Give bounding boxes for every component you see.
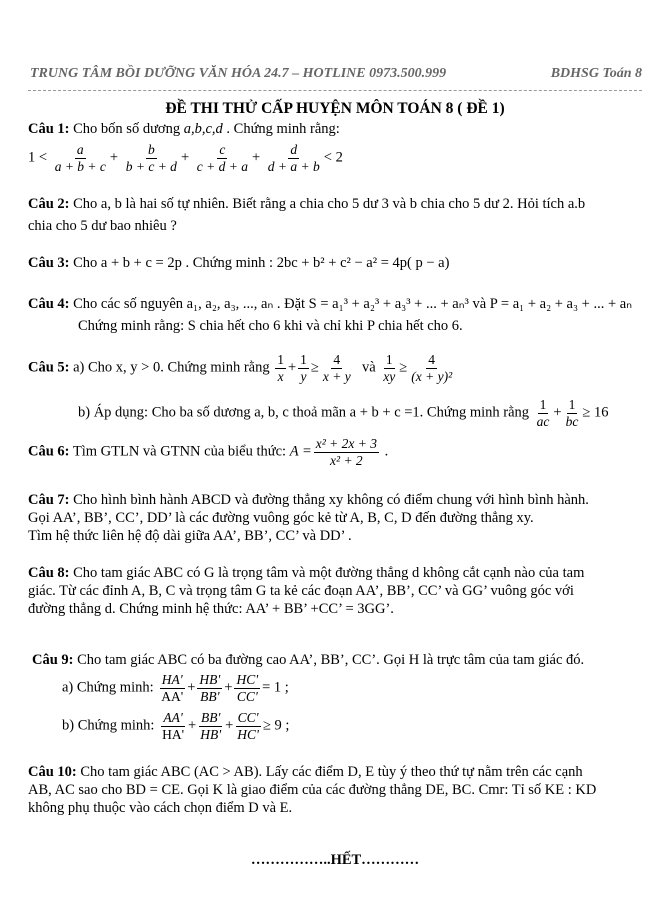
q7: Câu 7: Cho hình bình hành ABCD và đường thẳng xy không có điểm chung với hình bình hành. <box>28 492 589 508</box>
header-right: BDHSG Toán 8 <box>550 66 642 81</box>
q8: Câu 8: Cho tam giác ABC có G là trọng tâm và một đường thẳng d không cắt cạnh nào của tam <box>28 565 585 581</box>
q1: Câu 1: Cho bốn số dương a,b,c,d . Chứng minh rằng: <box>28 121 340 137</box>
q9b: b) Chứng minh: $\frac{AA'}{HA'}$ + $\frac{BB'}{HB'}$ + $\frac{CC'}{HC'}$ ≥ 9 ; <box>62 710 290 742</box>
q9a: a) Chứng minh: $\frac{HA'}{AA'}$ + $\frac{HB'}{BB'}$ + $\frac{HC'}{CC'}$ = 1 ; <box>62 672 289 704</box>
q7-line2: Gọi AA’, BB’, CC’, DD’ là các đường vuông góc kẻ từ A, B, C, D đến đường thẳng xy. <box>28 510 534 526</box>
q5a: Câu 5: a) Cho x, y > 0. Chứng minh rằng $\frac{1}{x}$ + $\frac{1}{y}$ ≥ $\frac{4}{x + y}$ và $\frac{1}{xy}$ ≥ $\frac{4}{\text{(x + y)²}}$ <box>28 352 453 384</box>
q9: Câu 9: Cho tam giác ABC có ba đường cao AA’, BB’, CC’. Gọi H là trực tâm của tam giác đó. <box>32 652 585 668</box>
q3: Câu 3: Cho a + b + c = 2p . Chứng minh : 2bc + b² + c² − a² = 4p( p − a) <box>28 255 450 271</box>
q2-line2: chia cho 5 dư bao nhiêu ? <box>28 218 177 234</box>
header-divider <box>28 90 642 91</box>
page-title: ĐỀ THI THỬ CẤP HUYỆN MÔN TOÁN 8 ( ĐỀ 1) <box>165 100 505 117</box>
q2: Câu 2: Cho a, b là hai số tự nhiên. Biết rằng a chia cho 5 dư 3 và b chia cho 5 dư 2. Hỏi tích a.b <box>28 196 586 212</box>
q8-line2: giác. Từ các đỉnh A, B, C và trọng tâm G ta kẻ các đoạn AA’, BB’, CC’ và GG’ vuông góc với <box>28 583 574 599</box>
q7-line3: Tìm hệ thức liên hệ độ dài giữa AA’, BB’, CC’ và DD’ . <box>28 528 352 544</box>
q10: Câu 10: Cho tam giác ABC (AC > AB). Lấy các điểm D, E tùy ý theo thứ tự nằm trên các cạnh <box>28 764 583 780</box>
header-left: TRUNG TÂM BỒI DƯỠNG VĂN HÓA 24.7 – HOTLINE 0973.500.999 <box>30 66 447 81</box>
q1-formula: 1 < $\frac{a}{a + b + c}$ + $\frac{b}{b + c + d}$ + $\frac{c}{c + d + a}$ + $\frac{d}{d + a + b}$ < 2 <box>28 142 343 174</box>
q10-line2: AB, AC sao cho BD = CE. Gọi K là giao điểm của các đường thẳng DE, BC. Cmr: Tỉ số KE : KD <box>28 782 597 798</box>
q5b: b) Áp dụng: Cho ba số dương a, b, c thoả mãn a + b + c =1. Chứng minh rằng $\frac{1}{ac}$ + $\frac{1}{bc}$ ≥ 16 <box>78 397 609 429</box>
q8-line3: đường thẳng d. Chứng minh hệ thức: AA’ + BB’ +CC’ = 3GG’. <box>28 601 394 617</box>
q4-line2: Chứng minh rằng: S chia hết cho 6 khi và chỉ khi P chia hết cho 6. <box>78 318 463 334</box>
q4: Câu 4: Cho các số nguyên a₁, a₂, a₃, ..., aₙ . Đặt S = a₁³ + a₂³ + a₃³ + ... + aₙ³ và P = a₁ + a₂ + a₃ + ... + aₙ <box>28 296 632 312</box>
q6: Câu 6: Tìm GTLN và GTNN của biểu thức: A = $\frac{\text{x² + 2x + 3}}{\text{x² + 2}}$ . <box>28 436 389 468</box>
q10-line3: không phụ thuộc vào cách chọn điểm D và E. <box>28 800 293 816</box>
end-marker: ……………..HẾT………… <box>250 852 420 868</box>
q-label: Câu 1: <box>28 121 70 137</box>
